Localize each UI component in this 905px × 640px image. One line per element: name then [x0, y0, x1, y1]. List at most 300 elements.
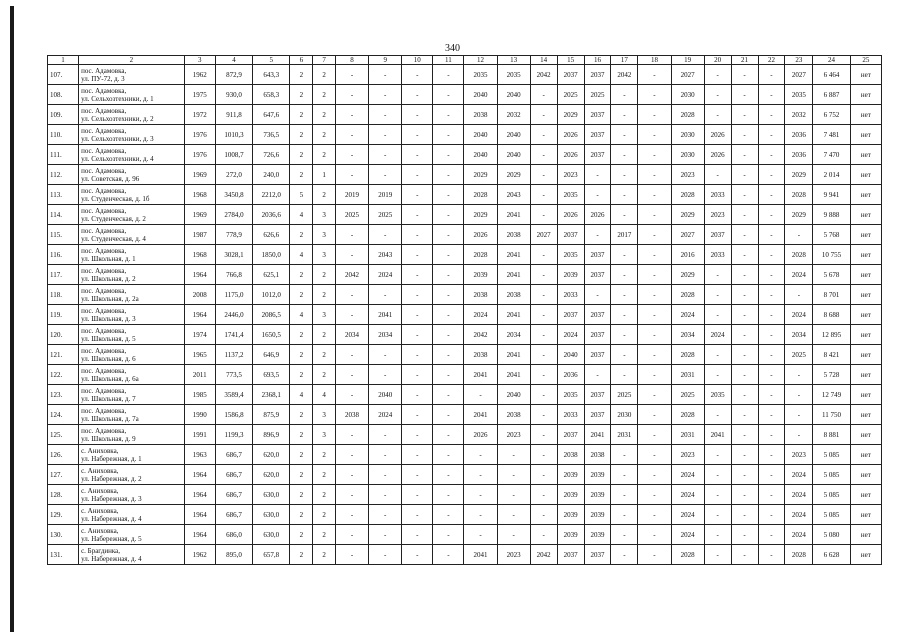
address-street: ул. Сельхозтехники, д. 3 — [81, 134, 154, 143]
table-cell: 2 — [313, 465, 336, 485]
table-cell: - — [758, 65, 785, 85]
address-street: ул. Школьная, д. 2а — [81, 294, 139, 303]
table-cell: - — [611, 265, 638, 285]
table-cell: - — [584, 185, 611, 205]
table-cell: - — [530, 165, 557, 185]
table-cell: 1964 — [184, 305, 215, 325]
table-cell: 2024 — [785, 525, 813, 545]
address-cell — [79, 425, 185, 445]
table-cell: 1137,2 — [215, 345, 252, 365]
row-number-cell: 121. — [48, 345, 79, 365]
page-number: 340 — [445, 43, 460, 54]
table-cell: - — [497, 505, 530, 525]
table-cell: - — [638, 345, 671, 365]
table-cell: - — [611, 125, 638, 145]
table-cell: 2024 — [785, 465, 813, 485]
table-cell: - — [402, 205, 433, 225]
table-cell: 8 881 — [813, 425, 850, 445]
table-cell: - — [731, 185, 758, 205]
table-cell: 2023 — [704, 205, 731, 225]
table-cell: 1964 — [184, 265, 215, 285]
column-header: 20 — [704, 56, 731, 65]
row-number-cell: 128. — [48, 485, 79, 505]
table-cell: 12 749 — [813, 385, 850, 405]
table-cell: - — [402, 365, 433, 385]
table-cell: - — [530, 125, 557, 145]
table-cell: 2037 — [584, 65, 611, 85]
table-cell: 1968 — [184, 185, 215, 205]
table-cell: 2037 — [557, 225, 584, 245]
table-cell: 4 — [290, 305, 313, 325]
table-cell: 2025 — [557, 85, 584, 105]
table-cell: 2042 — [530, 545, 557, 565]
table-cell: 2036 — [557, 365, 584, 385]
table-cell: - — [611, 205, 638, 225]
table-cell: 6 887 — [813, 85, 850, 105]
table-cell: - — [731, 545, 758, 565]
table-cell: - — [704, 445, 731, 465]
table-cell: - — [731, 85, 758, 105]
table-cell: - — [704, 545, 731, 565]
table-cell: - — [758, 505, 785, 525]
table-cell: - — [731, 365, 758, 385]
address-street: ул. Школьная, д. 7 — [81, 394, 136, 403]
table-cell: - — [758, 85, 785, 105]
table-cell: 2040 — [497, 145, 530, 165]
table-cell: нет — [850, 445, 881, 465]
table-cell: - — [704, 105, 731, 125]
table-cell: 2024 — [671, 485, 704, 505]
row-number-cell: 129. — [48, 505, 79, 525]
column-header: 17 — [611, 56, 638, 65]
table-cell: 2 — [290, 525, 313, 545]
table-cell: 2037 — [557, 65, 584, 85]
column-header: 25 — [850, 56, 881, 65]
table-cell: - — [638, 65, 671, 85]
table-cell: 2024 — [464, 305, 497, 325]
address-settlement: пос. Адамовка, — [81, 366, 127, 375]
table-cell: - — [611, 345, 638, 365]
table-cell: - — [758, 345, 785, 365]
table-cell: - — [433, 405, 464, 425]
table-cell: - — [369, 485, 402, 505]
table-cell: - — [704, 365, 731, 385]
table-cell: нет — [850, 125, 881, 145]
table-cell: - — [611, 245, 638, 265]
table-cell: 2026 — [704, 125, 731, 145]
table-cell: - — [704, 265, 731, 285]
table-cell: - — [785, 285, 813, 305]
table-row — [48, 265, 882, 285]
table-cell: нет — [850, 225, 881, 245]
table-cell: 736,5 — [253, 125, 290, 145]
table-cell: 2 — [290, 485, 313, 505]
table-cell: 2028 — [671, 185, 704, 205]
table-cell: 2030 — [671, 145, 704, 165]
table-cell: 2008 — [184, 285, 215, 305]
table-cell: 5 085 — [813, 465, 850, 485]
table-cell: - — [402, 445, 433, 465]
table-cell: - — [335, 145, 368, 165]
table-cell: - — [731, 245, 758, 265]
table-cell: 2033 — [557, 405, 584, 425]
table-cell: - — [758, 485, 785, 505]
table-row — [48, 105, 882, 125]
table-cell: 240,0 — [253, 165, 290, 185]
table-cell: 2037 — [584, 405, 611, 425]
address-settlement: пос. Адамовка, — [81, 186, 127, 195]
table-cell: 686,7 — [215, 485, 252, 505]
table-cell: 2025 — [335, 205, 368, 225]
table-cell: - — [530, 365, 557, 385]
table-cell: - — [638, 205, 671, 225]
table-cell: 2034 — [335, 325, 368, 345]
table-cell: нет — [850, 65, 881, 85]
table-cell: - — [464, 485, 497, 505]
address-street: ул. Набережная, д. 2 — [81, 474, 142, 483]
table-cell: - — [335, 505, 368, 525]
table-cell: - — [335, 525, 368, 545]
table-cell: 2035 — [497, 65, 530, 85]
table-cell: 1975 — [184, 85, 215, 105]
table-cell: - — [497, 485, 530, 505]
table-cell: 2043 — [369, 245, 402, 265]
table-cell: 4 — [290, 385, 313, 405]
column-header: 15 — [557, 56, 584, 65]
table-cell: - — [433, 425, 464, 445]
table-cell: - — [433, 165, 464, 185]
table-cell: - — [638, 265, 671, 285]
table-cell: 2028 — [671, 105, 704, 125]
table-cell: - — [335, 365, 368, 385]
table-cell: 1985 — [184, 385, 215, 405]
table-cell: - — [611, 145, 638, 165]
table-cell: 686,7 — [215, 465, 252, 485]
table-row — [48, 205, 882, 225]
table-cell: 5 — [290, 185, 313, 205]
address-street: ул. Школьная, д. 7а — [81, 414, 139, 423]
table-cell: - — [758, 545, 785, 565]
table-cell: - — [785, 405, 813, 425]
table-cell: - — [638, 425, 671, 445]
table-cell: 2 — [313, 365, 336, 385]
table-cell: 2038 — [584, 445, 611, 465]
table-cell: 2040 — [369, 385, 402, 405]
row-number-cell: 117. — [48, 265, 79, 285]
table-cell: 5 728 — [813, 365, 850, 385]
table-cell: - — [758, 425, 785, 445]
table-cell: - — [785, 385, 813, 405]
table-cell: нет — [850, 305, 881, 325]
table-cell: - — [402, 225, 433, 245]
table-cell: - — [758, 245, 785, 265]
table-cell: нет — [850, 325, 881, 345]
table-cell: - — [433, 385, 464, 405]
table-cell: - — [369, 285, 402, 305]
table-cell: 2024 — [671, 465, 704, 485]
address-settlement: с. Аниховка, — [81, 466, 119, 475]
table-cell: 8 701 — [813, 285, 850, 305]
table-cell: 12 895 — [813, 325, 850, 345]
table-cell: - — [402, 165, 433, 185]
table-row — [48, 65, 882, 85]
table-cell: - — [530, 185, 557, 205]
table-cell: - — [433, 105, 464, 125]
column-header: 22 — [758, 56, 785, 65]
table-cell: - — [530, 445, 557, 465]
table-cell: 2026 — [557, 145, 584, 165]
table-cell: 2030 — [611, 405, 638, 425]
table-cell: 2039 — [557, 505, 584, 525]
table-cell: - — [464, 505, 497, 525]
table-cell: 2038 — [497, 405, 530, 425]
table-cell: - — [731, 65, 758, 85]
table-cell: 2039 — [557, 465, 584, 485]
table-cell: 2028 — [464, 185, 497, 205]
address-cell — [79, 105, 185, 125]
address-cell — [79, 505, 185, 525]
table-cell: 2039 — [584, 525, 611, 545]
table-cell: 2037 — [584, 145, 611, 165]
table-cell: - — [433, 65, 464, 85]
table-cell: 2026 — [464, 225, 497, 245]
table-cell: - — [731, 205, 758, 225]
address-settlement: пос. Адамовка, — [81, 286, 127, 295]
table-cell: 2028 — [671, 285, 704, 305]
table-cell: - — [638, 465, 671, 485]
table-cell: - — [704, 85, 731, 105]
table-cell: - — [758, 125, 785, 145]
table-cell: - — [497, 445, 530, 465]
table-cell: - — [369, 525, 402, 545]
table-row — [48, 85, 882, 105]
column-header: 13 — [497, 56, 530, 65]
table-cell: 2 — [313, 285, 336, 305]
table-cell: 2037 — [584, 545, 611, 565]
address-street: ул. Школьная, д. 5 — [81, 334, 136, 343]
table-cell: 2036 — [785, 145, 813, 165]
table-cell: 2 014 — [813, 165, 850, 185]
table-row — [48, 405, 882, 425]
table-cell: 2 — [290, 425, 313, 445]
table-cell: - — [758, 145, 785, 165]
table-cell: - — [638, 545, 671, 565]
table-cell: - — [335, 425, 368, 445]
table-cell: - — [402, 105, 433, 125]
row-number-cell: 122. — [48, 365, 79, 385]
table-cell: 2026 — [584, 205, 611, 225]
table-cell: 2040 — [557, 345, 584, 365]
table-cell: нет — [850, 365, 881, 385]
table-cell: - — [638, 305, 671, 325]
row-number-cell: 123. — [48, 385, 79, 405]
table-row — [48, 445, 882, 465]
table-cell: - — [704, 505, 731, 525]
column-header: 12 — [464, 56, 497, 65]
column-header: 9 — [369, 56, 402, 65]
table-cell: - — [335, 165, 368, 185]
address-street: ул. Набережная, д. 5 — [81, 534, 142, 543]
table-cell: 2027 — [785, 65, 813, 85]
table-cell: 2029 — [785, 165, 813, 185]
column-header: 4 — [215, 56, 252, 65]
table-cell: - — [335, 485, 368, 505]
table-cell: - — [369, 105, 402, 125]
table-cell: 1969 — [184, 165, 215, 185]
table-cell: - — [402, 325, 433, 345]
table-cell: 1199,3 — [215, 425, 252, 445]
table-cell: 2027 — [530, 225, 557, 245]
table-cell: 2 — [313, 325, 336, 345]
table-cell: - — [335, 385, 368, 405]
table-cell: 2041 — [497, 265, 530, 285]
address-cell — [79, 465, 185, 485]
table-cell: - — [335, 345, 368, 365]
table-cell: - — [530, 405, 557, 425]
table-cell: - — [530, 345, 557, 365]
table-cell: 2035 — [557, 385, 584, 405]
table-cell: 658,3 — [253, 85, 290, 105]
table-cell: - — [758, 305, 785, 325]
table-cell: - — [433, 505, 464, 525]
address-settlement: пос. Адамовка, — [81, 106, 127, 115]
table-cell: 2038 — [335, 405, 368, 425]
table-cell: - — [369, 445, 402, 465]
table-cell: - — [369, 505, 402, 525]
table-cell: - — [611, 105, 638, 125]
table-cell: 930,0 — [215, 85, 252, 105]
table-cell: - — [638, 525, 671, 545]
table-cell: - — [638, 405, 671, 425]
table-cell: 2025 — [584, 85, 611, 105]
table-cell: 2 — [313, 505, 336, 525]
table-cell: - — [530, 505, 557, 525]
table-cell: 2212,0 — [253, 185, 290, 205]
table-cell: - — [611, 85, 638, 105]
table-cell: - — [785, 365, 813, 385]
table-cell: 2031 — [611, 425, 638, 445]
table-cell: нет — [850, 425, 881, 445]
table-cell: - — [335, 445, 368, 465]
table-cell: 2028 — [671, 545, 704, 565]
table-cell: нет — [850, 85, 881, 105]
table-cell: - — [731, 125, 758, 145]
table-cell: 2 — [313, 105, 336, 125]
table-cell: - — [758, 325, 785, 345]
table-cell: 8 421 — [813, 345, 850, 365]
table-cell: 2037 — [584, 245, 611, 265]
address-settlement: пос. Адамовка, — [81, 406, 127, 415]
table-cell: нет — [850, 405, 881, 425]
table-cell: 2019 — [369, 185, 402, 205]
table-cell: - — [402, 65, 433, 85]
table-cell: 2017 — [611, 225, 638, 245]
row-number-cell: 114. — [48, 205, 79, 225]
table-cell: 2035 — [464, 65, 497, 85]
table-cell: 2029 — [557, 105, 584, 125]
table-cell: 1974 — [184, 325, 215, 345]
table-cell: 1012,0 — [253, 285, 290, 305]
table-cell: - — [731, 485, 758, 505]
table-cell: - — [638, 325, 671, 345]
table-cell: - — [369, 225, 402, 245]
table-cell: - — [731, 165, 758, 185]
column-header: 11 — [433, 56, 464, 65]
row-number-cell: 118. — [48, 285, 79, 305]
table-cell: - — [785, 225, 813, 245]
table-cell: - — [758, 445, 785, 465]
table-cell: 2 — [290, 465, 313, 485]
table-cell: 4 — [290, 245, 313, 265]
address-street: ул. Школьная, д. 1 — [81, 254, 136, 263]
row-number-cell: 119. — [48, 305, 79, 325]
table-cell: 2038 — [497, 285, 530, 305]
table-cell: - — [704, 305, 731, 325]
address-settlement: пос. Адамовка, — [81, 346, 127, 355]
row-number-cell: 116. — [48, 245, 79, 265]
table-cell: 647,6 — [253, 105, 290, 125]
table-cell: - — [638, 505, 671, 525]
table-cell: - — [433, 545, 464, 565]
address-settlement: пос. Адамовка, — [81, 66, 127, 75]
table-cell: 657,8 — [253, 545, 290, 565]
table-cell: 2041 — [464, 365, 497, 385]
address-cell — [79, 345, 185, 365]
table-cell: 3028,1 — [215, 245, 252, 265]
table-cell: - — [611, 545, 638, 565]
table-cell: 872,9 — [215, 65, 252, 85]
table-cell: нет — [850, 105, 881, 125]
table-cell: 686,0 — [215, 525, 252, 545]
table-cell: - — [638, 445, 671, 465]
table-cell: 2 — [313, 185, 336, 205]
table-cell: 2035 — [785, 85, 813, 105]
table-cell: 1962 — [184, 65, 215, 85]
table-cell: 2041 — [497, 305, 530, 325]
table-cell: 2 — [313, 525, 336, 545]
table-cell: 2024 — [557, 325, 584, 345]
table-cell: 2 — [313, 345, 336, 365]
table-cell: 2028 — [785, 245, 813, 265]
table-cell: нет — [850, 165, 881, 185]
table-cell: 1964 — [184, 465, 215, 485]
table-cell: 2029 — [671, 205, 704, 225]
table-cell: 3 — [313, 405, 336, 425]
table-cell: - — [731, 305, 758, 325]
table-cell: - — [402, 85, 433, 105]
table-cell: 2041 — [584, 425, 611, 445]
table-cell: - — [758, 225, 785, 245]
table-cell: - — [369, 425, 402, 445]
table-cell: - — [611, 365, 638, 385]
table-cell: 2041 — [704, 425, 731, 445]
address-street: ул. Школьная, д. 3 — [81, 314, 136, 323]
table-cell: 2027 — [671, 65, 704, 85]
table-cell: 1962 — [184, 545, 215, 565]
table-cell: 2019 — [335, 185, 368, 205]
table-cell: - — [638, 165, 671, 185]
table-cell: - — [433, 445, 464, 465]
address-street: ул. Советская, д. 96 — [81, 174, 140, 183]
table-row — [48, 345, 882, 365]
table-cell: 1969 — [184, 205, 215, 225]
table-cell: 2 — [290, 325, 313, 345]
table-cell: 2040 — [497, 85, 530, 105]
table-cell: 1010,3 — [215, 125, 252, 145]
table-cell: 2039 — [557, 485, 584, 505]
table-cell: 1175,0 — [215, 285, 252, 305]
table-cell: 2041 — [464, 405, 497, 425]
